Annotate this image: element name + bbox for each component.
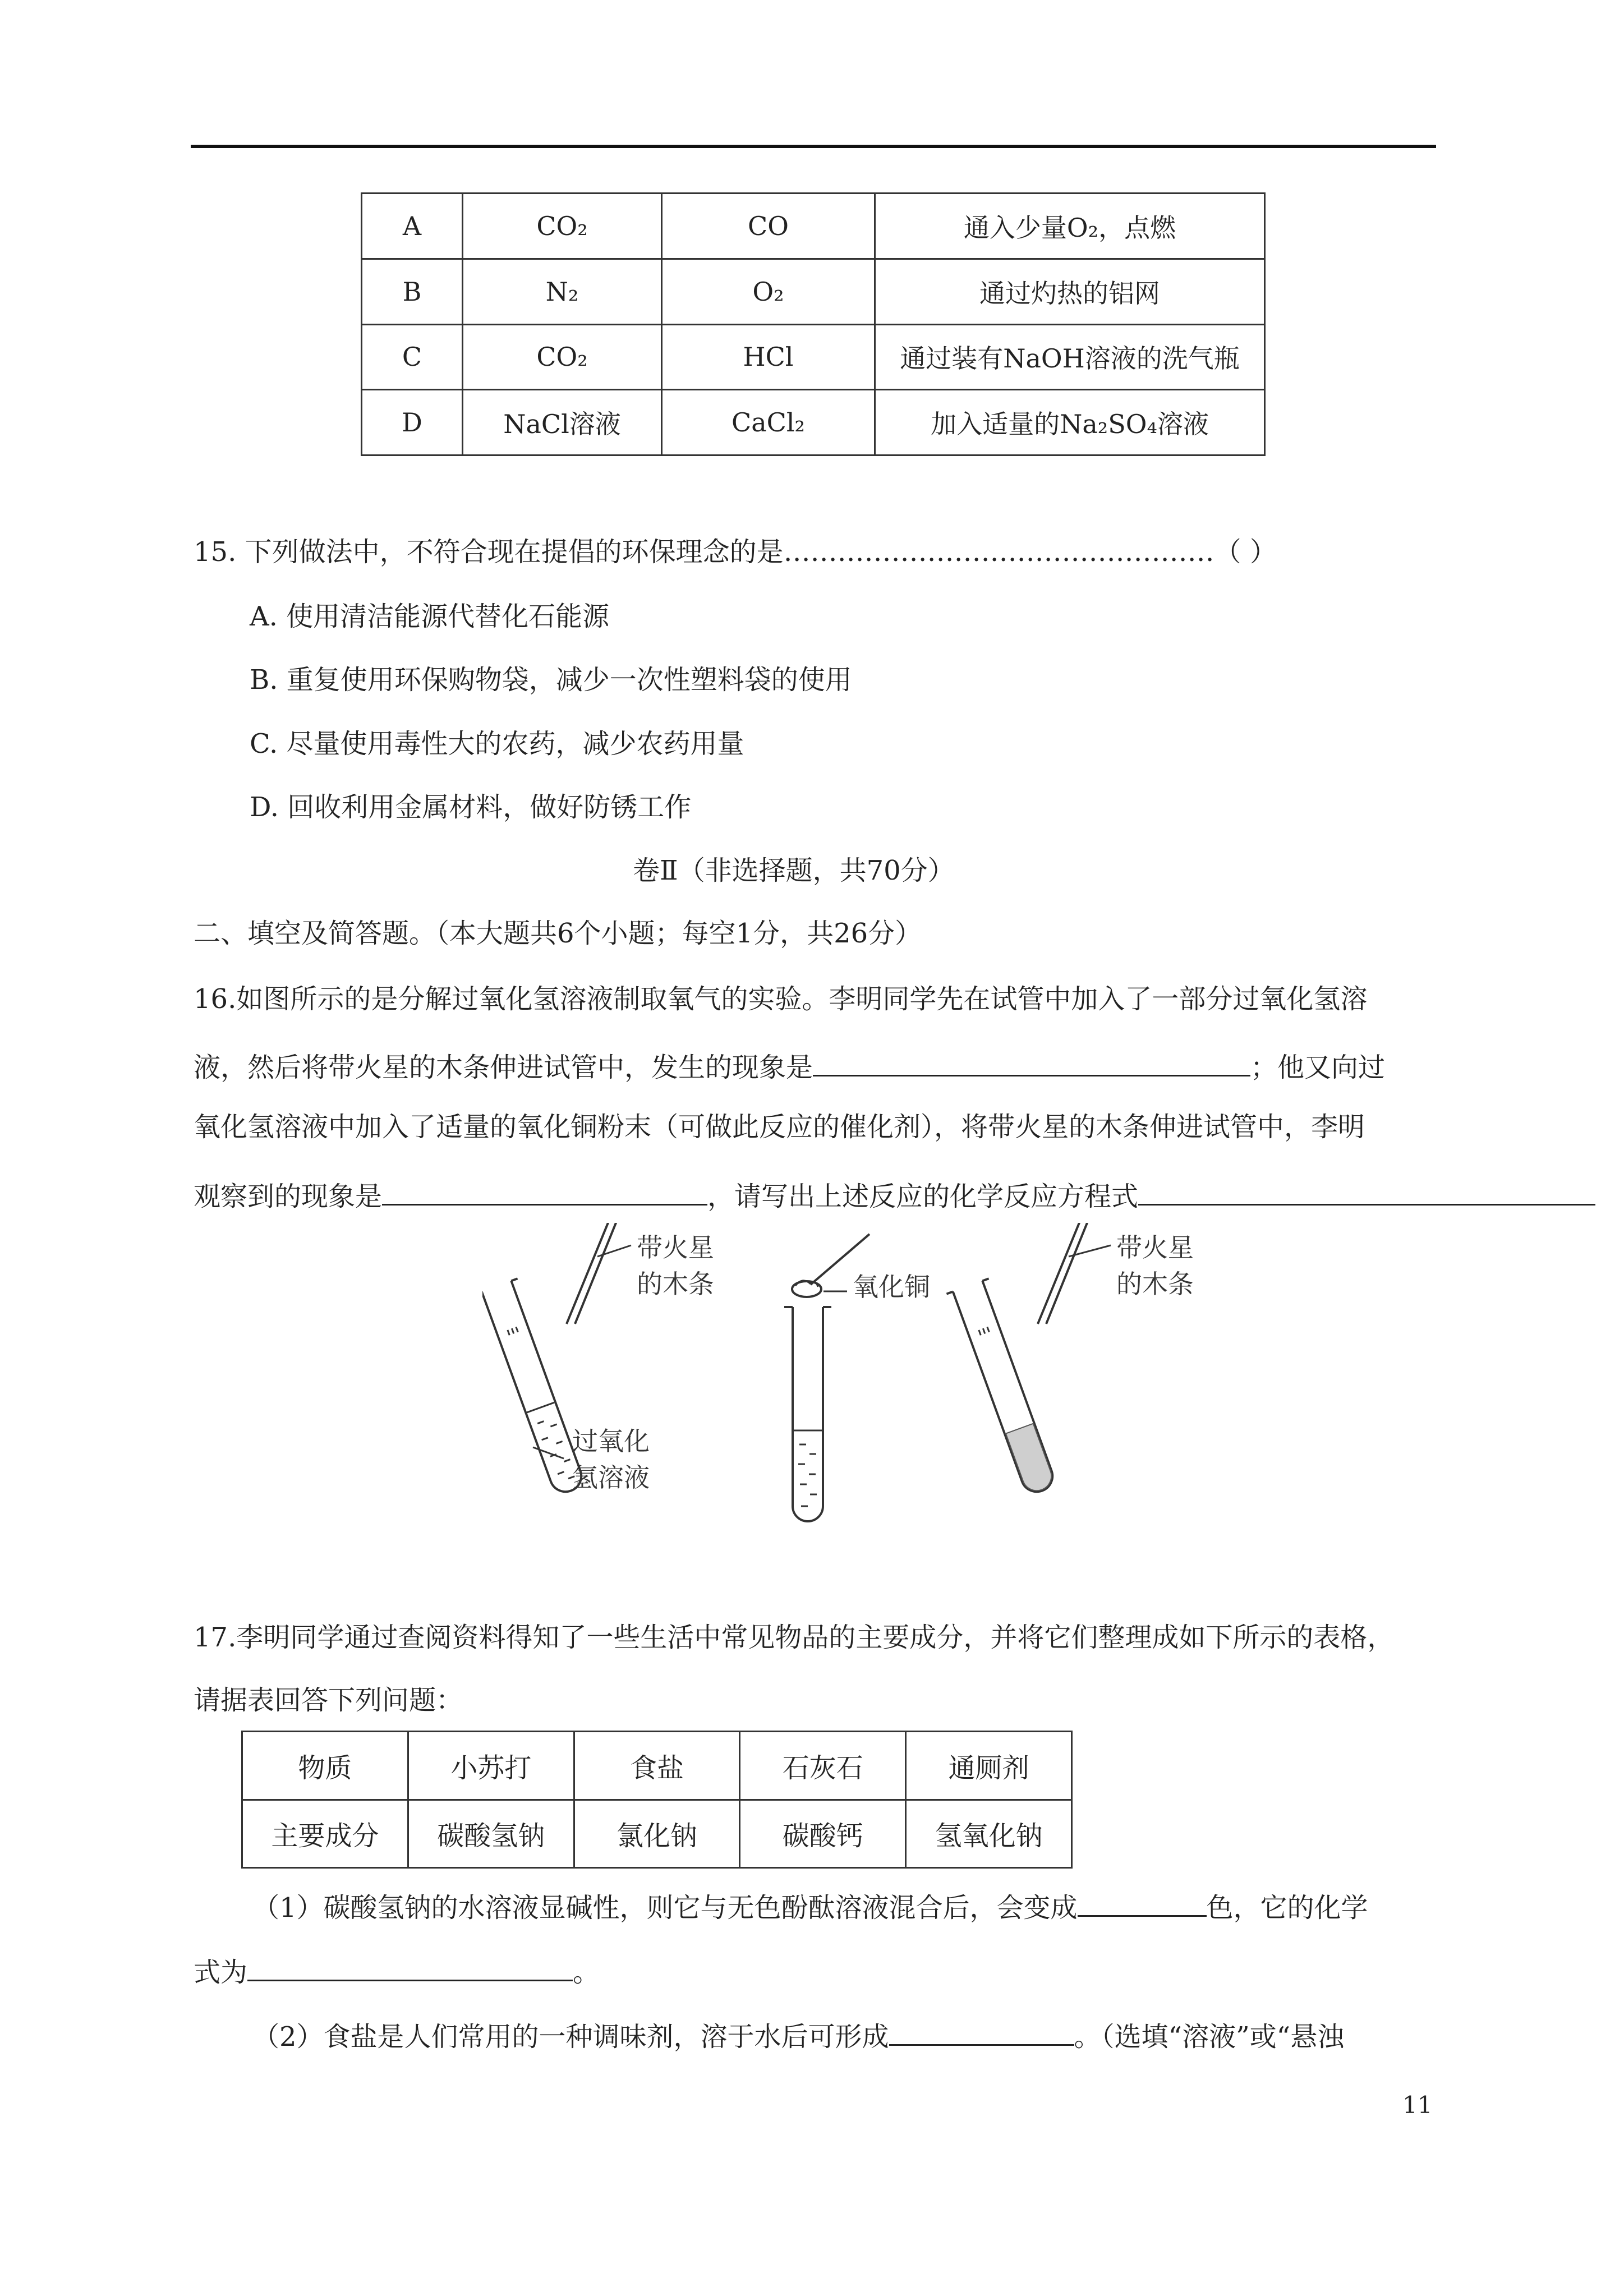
table-row <box>362 259 1265 324</box>
table-row <box>242 1800 1072 1868</box>
row-label: D <box>362 390 463 455</box>
table-header-cell: 石灰石 <box>740 1732 906 1800</box>
q17-line2: 请据表回答下列问题： <box>194 1685 463 1716</box>
table-row <box>362 390 1265 455</box>
label-copper-oxide: 氧化铜 <box>853 1272 930 1302</box>
q16-line4-text-b: ，请写出上述反应的化学反应方程式 <box>707 1181 1139 1212</box>
q17-sub1-text-a: （1）碳酸氢钠的水溶液显碱性，则它与无色酚酞溶液混合后，会变成 <box>252 1892 1078 1924</box>
answer-blank-equation[interactable] <box>1138 1178 1595 1205</box>
row-label: B <box>362 259 463 324</box>
q15-option-c: C. 尽量使用毒性大的农药，减少农药用量 <box>250 728 744 760</box>
q16-line4 <box>194 1178 1595 1210</box>
q17-sub1-text-c: 式为 <box>194 1957 248 1988</box>
test-tube-figure <box>482 1223 1290 1537</box>
answer-blank-phenomenon-2[interactable] <box>382 1178 707 1205</box>
label-splint-left-line2: 的木条 <box>637 1269 714 1299</box>
substance-cell: CO₂ <box>463 194 662 259</box>
table-header-cell: 食盐 <box>574 1732 740 1800</box>
q15-option-b: B. 重复使用环保购物袋，减少一次性塑料袋的使用 <box>250 664 852 696</box>
paper2-title: 卷Ⅱ（非选择题，共70分） <box>633 855 955 886</box>
q17-sub1-line2 <box>194 1954 600 1986</box>
answer-blank-formula[interactable] <box>247 1954 573 1981</box>
method-cell: 通入少量O₂，点燃 <box>875 194 1265 259</box>
q17-sub2-line <box>252 2018 1345 2053</box>
q15-option-a: A. 使用清洁能源代替化石能源 <box>250 601 610 632</box>
method-cell: 通过装有NaOH溶液的洗气瓶 <box>875 324 1265 390</box>
method-cell: 加入适量的Na₂SO₄溶液 <box>875 390 1265 455</box>
q17-sub2-text-b: 。（选填“溶液”或“悬浊 <box>1074 2021 1345 2053</box>
impurity-cell: O₂ <box>662 259 875 324</box>
q15-stem: 15. 下列做法中，不符合现在提倡的环保理念的是…………………………………………（ ） <box>194 536 1277 568</box>
q14-options-table <box>361 192 1266 456</box>
q16-line3: 氧化氢溶液中加入了适量的氧化铜粉末（可做此反应的催化剂），将带火星的木条伸进试管中，李明 <box>194 1111 1365 1143</box>
q16-line1: 16.如图所示的是分解过氧化氢溶液制取氧气的实验。李明同学先在试管中加入了一部分过氧化氢溶 <box>194 983 1368 1015</box>
label-splint-left-line1: 带火星 <box>637 1232 714 1263</box>
q17-sub1-text-b: 色，它的化学 <box>1206 1892 1368 1924</box>
substance-cell: CO₂ <box>463 324 662 390</box>
row-label: A <box>362 194 463 259</box>
method-cell: 通过灼热的铝网 <box>875 259 1265 324</box>
table-cell: 碳酸氢钠 <box>408 1800 574 1868</box>
table-row <box>242 1732 1072 1800</box>
table-header-cell: 小苏打 <box>408 1732 574 1800</box>
q17-sub1-line1 <box>252 1889 1368 1924</box>
answer-blank-color[interactable] <box>1078 1889 1207 1917</box>
test-tube-right <box>946 1223 1194 1498</box>
label-splint-right-line1: 带火星 <box>1116 1232 1194 1263</box>
answer-blank-mixture-type[interactable] <box>889 2018 1074 2046</box>
q17-sub1-text-d: 。 <box>573 1957 600 1988</box>
q17-line1: 17.李明同学通过查阅资料得知了一些生活中常见物品的主要成分，并将它们整理成如下所示的表格， <box>194 1622 1395 1653</box>
table-cell: 氢氧化钠 <box>906 1800 1072 1868</box>
test-tube-left <box>482 1223 714 1498</box>
label-solution-line1: 过氧化 <box>572 1426 650 1456</box>
label-solution-line2: 氢溶液 <box>572 1462 650 1493</box>
q16-line4-text-a: 观察到的现象是 <box>194 1181 383 1212</box>
table-header-cell: 物质 <box>242 1732 408 1800</box>
q16-line2-text-b: ；他又向过 <box>1250 1052 1386 1083</box>
answer-blank-phenomenon-1[interactable] <box>813 1049 1250 1076</box>
table-row <box>362 324 1265 390</box>
impurity-cell: CaCl₂ <box>662 390 875 455</box>
substance-cell: NaCl溶液 <box>463 390 662 455</box>
q15-option-d: D. 回收利用金属材料，做好防锈工作 <box>250 792 692 823</box>
table-row <box>362 194 1265 259</box>
table-cell: 主要成分 <box>242 1800 408 1868</box>
q17-sub2-text-a: （2）食盐是人们常用的一种调味剂，溶于水后可形成 <box>252 2021 889 2053</box>
test-tube-middle <box>784 1234 930 1521</box>
label-splint-right-line2: 的木条 <box>1116 1269 1194 1299</box>
table-cell: 氯化钠 <box>574 1800 740 1868</box>
table-header-cell: 通厕剂 <box>906 1732 1072 1800</box>
header-rule <box>191 145 1436 148</box>
impurity-cell: CO <box>662 194 875 259</box>
impurity-cell: HCl <box>662 324 875 390</box>
row-label: C <box>362 324 463 390</box>
page-number: 11 <box>1402 2091 1433 2119</box>
q16-line2 <box>194 1049 1385 1081</box>
table-cell: 碳酸钙 <box>740 1800 906 1868</box>
substance-cell: N₂ <box>463 259 662 324</box>
q16-line2-text-a: 液，然后将带火星的木条伸进试管中，发生的现象是 <box>194 1052 813 1083</box>
q17-composition-table <box>241 1731 1073 1869</box>
part2-header: 二、填空及简答题。（本大题共6个小题；每空1分，共26分） <box>194 918 922 949</box>
